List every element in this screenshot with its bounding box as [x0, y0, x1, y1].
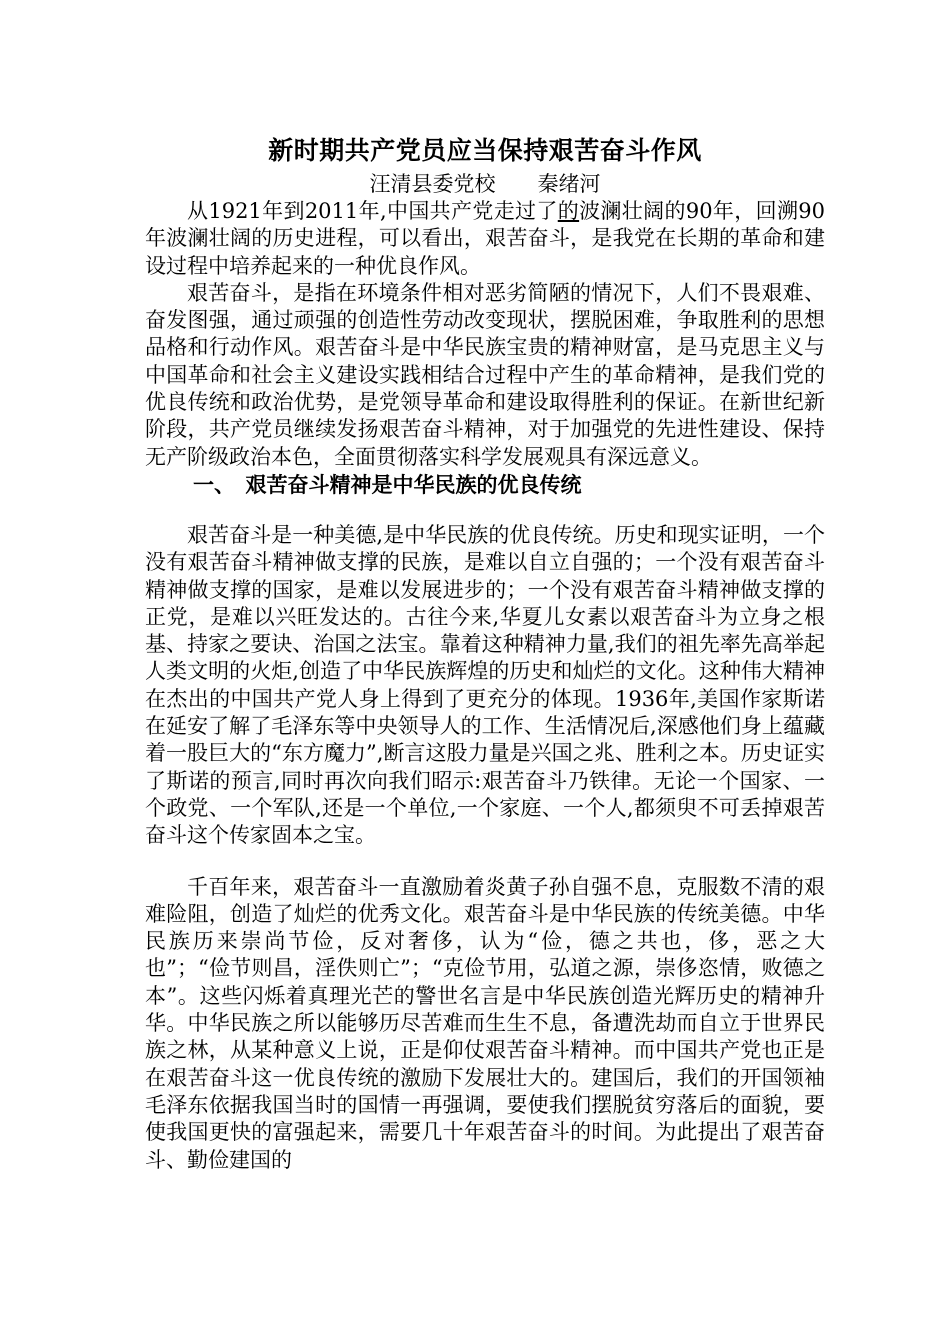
- document-page: [145, 133, 825, 1174]
- section-heading-1: 一、 艰苦奋斗精神是中华民族的优良传统: [193, 471, 582, 497]
- paragraph-tradition: 艰苦奋斗是一种美德,是中华民族的优良传统。历史和现实证明，一个没有艰苦奋斗精神做支撑的民族，是难以自立自强的；一个没有艰苦奋斗精神做支撑的国家，是难以发展进步的；一个没有艰苦奋斗精神做支撑的正党，是难以兴旺发达的。古往今来,华夏儿女素以艰苦奋斗为立身之根基、持家之要诀、治国之法宝。靠着这种精神力量,我们的祖先率先高举起人类文明的火炬,创造了中华民族辉煌的历史和灿烂的文化。这种伟大精神在杰出的中国共产党人身上得到了更充分的体现。1936年,美国作家斯诺在延安了解了毛泽东等中央领导人的工作、生活情况后,深感他们身上蕴藏着一股巨大的“东方魔力”,断言这股力量是兴国之兆、胜利之本。历史证实了斯诺的预言,同时再次向我们昭示:艰苦奋斗乃铁律。无论一个国家、一个政党、一个军队,还是一个单位,一个家庭、一个人,都须臾不可丢掉艰苦奋斗这个传家固本之宝。: [145, 522, 825, 848]
- paragraph-intro-part2: 波澜壮阔的90年，回溯90年波澜壮阔的历史进程，可以看出，艰苦奋斗，是我党在长期的革命和建设过程中培养起来的一种优良作风。: [145, 199, 826, 278]
- paragraph-intro-part1: 从1921年到2011年,中国共产党走过了: [187, 199, 558, 223]
- paragraph-history: 千百年来，艰苦奋斗一直激励着炎黄子孙自强不息，克服数不清的艰难险阻，创造了灿烂的优秀文化。艰苦奋斗是中华民族的传统美德。中华民族历来崇尚节俭，反对奢侈，认为“俭，德之共也，侈，恶之大也”；“俭节则昌，淫佚则亡”；“克俭节用，弘道之源，崇侈恣情，败德之本”。这些闪烁着真理光芒的警世名言是中华民族创造光辉历史的精神升华。中华民族之所以能够历尽苦难而生生不息，备遭洗劫而自立于世界民族之林，从某种意义上说，正是仰仗艰苦奋斗精神。而中国共产党也正是在艰苦奋斗这一优良传统的激励下发展壮大的。建国后，我们的开国领袖毛泽东依据我国当时的国情一再强调，要使我们摆脱贫穷落后的面貌，要使我国更快的富强起来，需要几十年艰苦奋斗的时间。为此提出了艰苦奋斗、勤俭建国的: [145, 874, 825, 1172]
- paragraph-definition: 艰苦奋斗，是指在环境条件相对恶劣简陋的情况下，人们不畏艰难、奋发图强，通过顽强的创造性劳动改变现状，摆脱困难，争取胜利的思想品格和行动作风。艰苦奋斗是中华民族宝贵的精神财富，是马克思主义与中国革命和社会主义建设实践相结合过程中产生的革命精神，是我们党的优良传统和政治优势，是党领导革命和建设取得胜利的保证。在新世纪新阶段，共产党员继续发扬艰苦奋斗精神，对于加强党的先进性建设、保持无产阶级政治本色，全面贯彻落实科学发展观具有深远意义。: [145, 280, 825, 469]
- paragraph-intro: [145, 198, 825, 280]
- underlined-word: 的: [557, 199, 580, 223]
- author-byline: 汪清县委党校 秦绪河: [369, 172, 601, 196]
- document-title: 新时期共产党员应当保持艰苦奋斗作风: [268, 136, 702, 165]
- paragraph-gap: [145, 850, 825, 874]
